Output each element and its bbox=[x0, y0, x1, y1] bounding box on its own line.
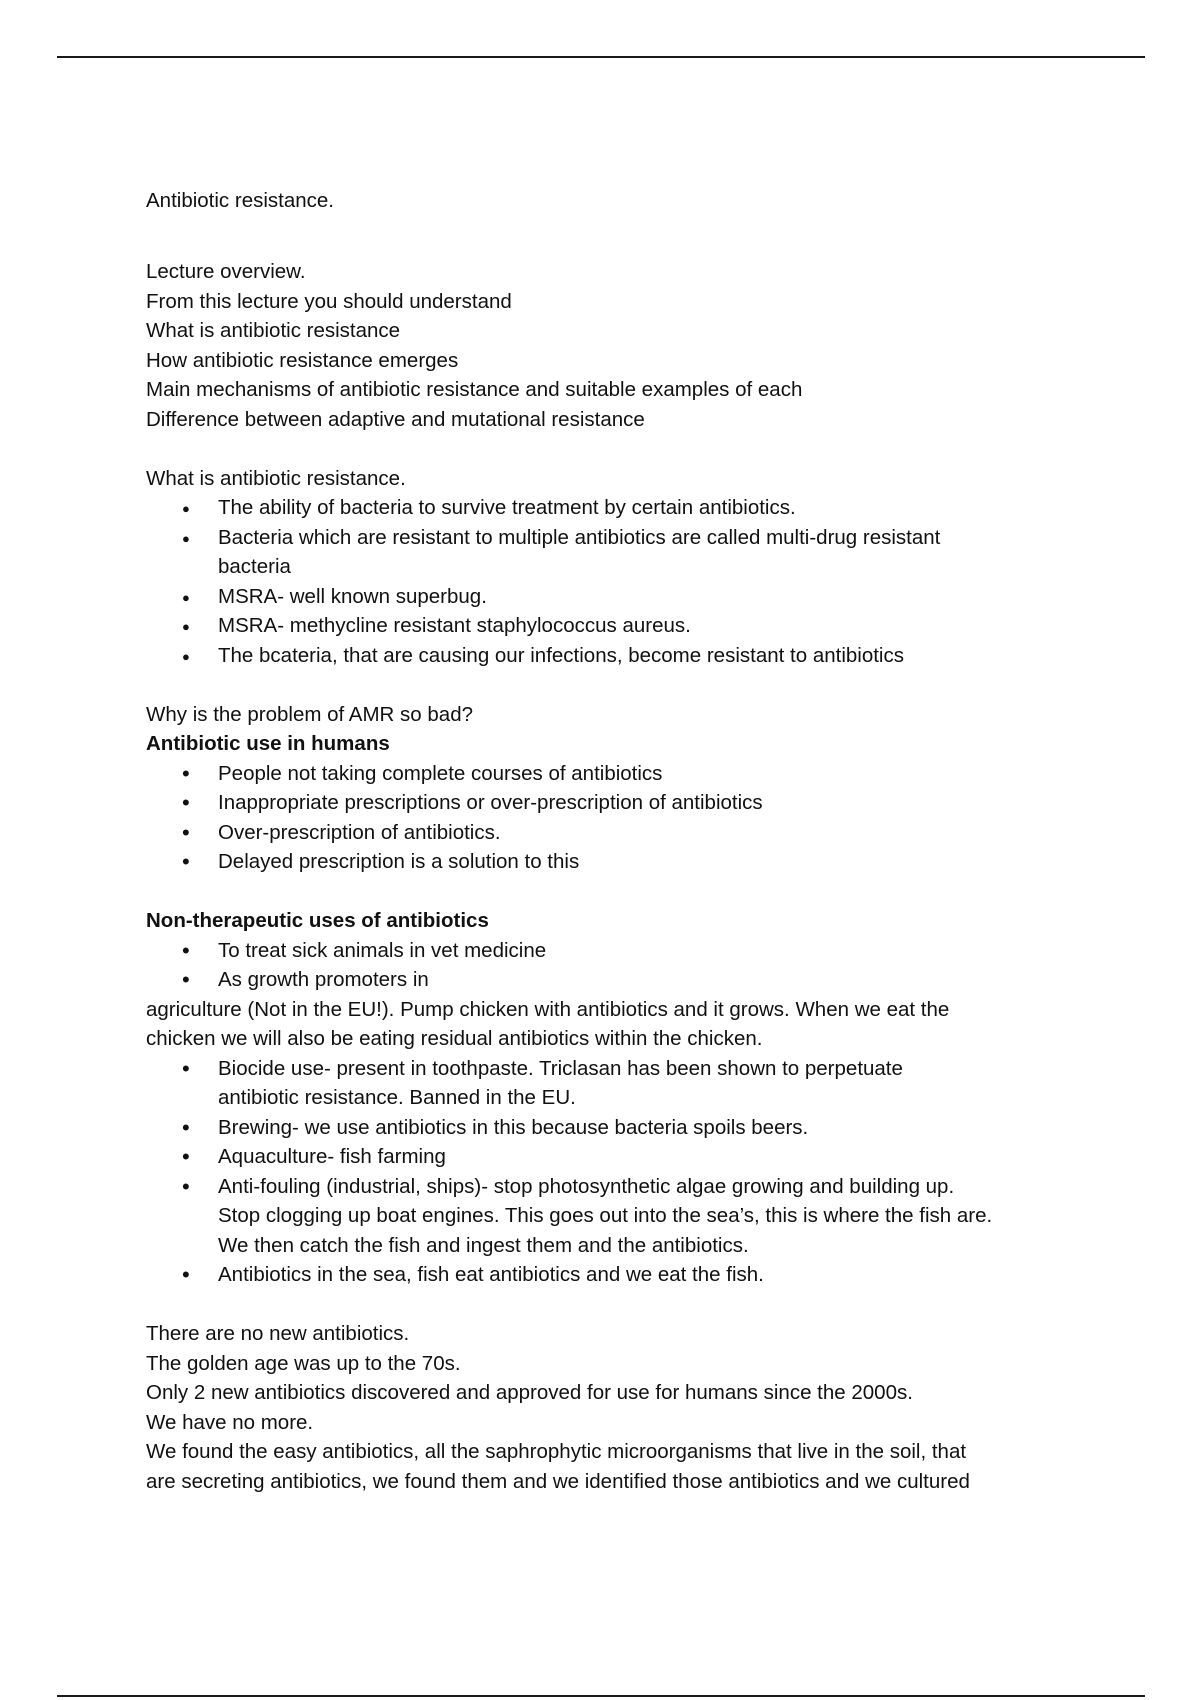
header-rule bbox=[57, 56, 1145, 58]
no-new-line: We found the easy antibiotics, all the saphrophytic microorganisms that live in the soil, that bbox=[146, 1440, 967, 1463]
what-is-heading: What is antibiotic resistance. bbox=[146, 466, 406, 490]
list-item: • Aquaculture- fish farming bbox=[146, 1142, 1076, 1172]
footer-rule bbox=[57, 1695, 1145, 1697]
list-item: ● MSRA- well known superbug. bbox=[146, 582, 1076, 612]
list-item: • As growth promoters in bbox=[146, 965, 1076, 995]
list-item: • Over-prescription of antibiotics. bbox=[146, 818, 1076, 848]
overview-line: Difference between adaptive and mutational resistance bbox=[146, 407, 645, 431]
paragraph-line: agriculture (Not in the EU!). Pump chicken with antibiotics and it grows. When we eat the bbox=[146, 997, 950, 1021]
list-item-line: bacteria bbox=[218, 555, 291, 578]
why-bad-subheading: Antibiotic use in humans bbox=[146, 732, 390, 755]
list-item bbox=[146, 1172, 1076, 1261]
list-item: • Brewing- we use antibiotics in this because bacteria spoils beers. bbox=[146, 1113, 1076, 1143]
list-item: ● MSRA- methycline resistant staphylococcus aureus. bbox=[146, 611, 1076, 641]
overview-line: How antibiotic resistance emerges bbox=[146, 348, 459, 372]
no-new-line: We have no more. bbox=[146, 1410, 314, 1434]
list-item: • Antibiotics in the sea, fish eat antibiotics and we eat the fish. bbox=[146, 1260, 1076, 1290]
list-item: ● The bcateria, that are causing our infections, become resistant to antibiotics bbox=[146, 641, 1076, 671]
list-item-line: We then catch the fish and ingest them and the antibiotics. bbox=[218, 1233, 749, 1257]
list-item bbox=[146, 1054, 1076, 1113]
human-use-list bbox=[146, 759, 1076, 877]
list-item: • Inappropriate prescriptions or over-prescription of antibiotics bbox=[146, 788, 1076, 818]
no-new-line: There are no new antibiotics. bbox=[146, 1322, 410, 1345]
list-item-line: Biocide use- present in toothpaste. Triclasan has been shown to perpetuate bbox=[218, 1056, 903, 1080]
overview-line: What is antibiotic resistance bbox=[146, 319, 401, 342]
paragraph-line: chicken we will also be eating residual antibiotics within the chicken. bbox=[146, 1027, 763, 1050]
list-item: • Delayed prescription is a solution to this bbox=[146, 847, 1076, 877]
overview-line: Main mechanisms of antibiotic resistance and suitable examples of each bbox=[146, 378, 803, 401]
list-item bbox=[146, 523, 1076, 582]
list-item-line: antibiotic resistance. Banned in the EU. bbox=[218, 1086, 576, 1109]
list-item: • People not taking complete courses of antibiotics bbox=[146, 759, 1076, 789]
list-item: • To treat sick animals in vet medicine bbox=[146, 936, 1076, 966]
no-new-line: Only 2 new antibiotics discovered and approved for use for humans since the 2000s. bbox=[146, 1381, 913, 1404]
list-item-line: Stop clogging up boat engines. This goes out into the sea’s, this is where the fish are. bbox=[218, 1204, 993, 1227]
no-new-line: are secreting antibiotics, we found them and we identified those antibiotics and we cultured bbox=[146, 1469, 970, 1493]
what-is-list bbox=[146, 493, 1076, 670]
list-item: ● The ability of bacteria to survive treatment by certain antibiotics. bbox=[146, 493, 1076, 523]
list-item-line: Bacteria which are resistant to multiple antibiotics are called multi-drug resistant bbox=[218, 525, 941, 549]
overview-line: From this lecture you should understand bbox=[146, 289, 512, 313]
why-bad-heading: Why is the problem of AMR so bad? bbox=[146, 702, 474, 726]
non-therapeutic-list-a bbox=[146, 936, 1076, 995]
overview-heading: Lecture overview. bbox=[146, 260, 306, 283]
document-body bbox=[146, 186, 1076, 1496]
list-item-line: Anti-fouling (industrial, ships)- stop photosynthetic algae growing and building up. bbox=[218, 1174, 955, 1198]
non-therapeutic-list-b bbox=[146, 1054, 1076, 1290]
no-new-line: The golden age was up to the 70s. bbox=[146, 1351, 461, 1375]
document-title: Antibiotic resistance. bbox=[146, 189, 335, 212]
non-therapeutic-heading: Non-therapeutic uses of antibiotics bbox=[146, 909, 489, 932]
